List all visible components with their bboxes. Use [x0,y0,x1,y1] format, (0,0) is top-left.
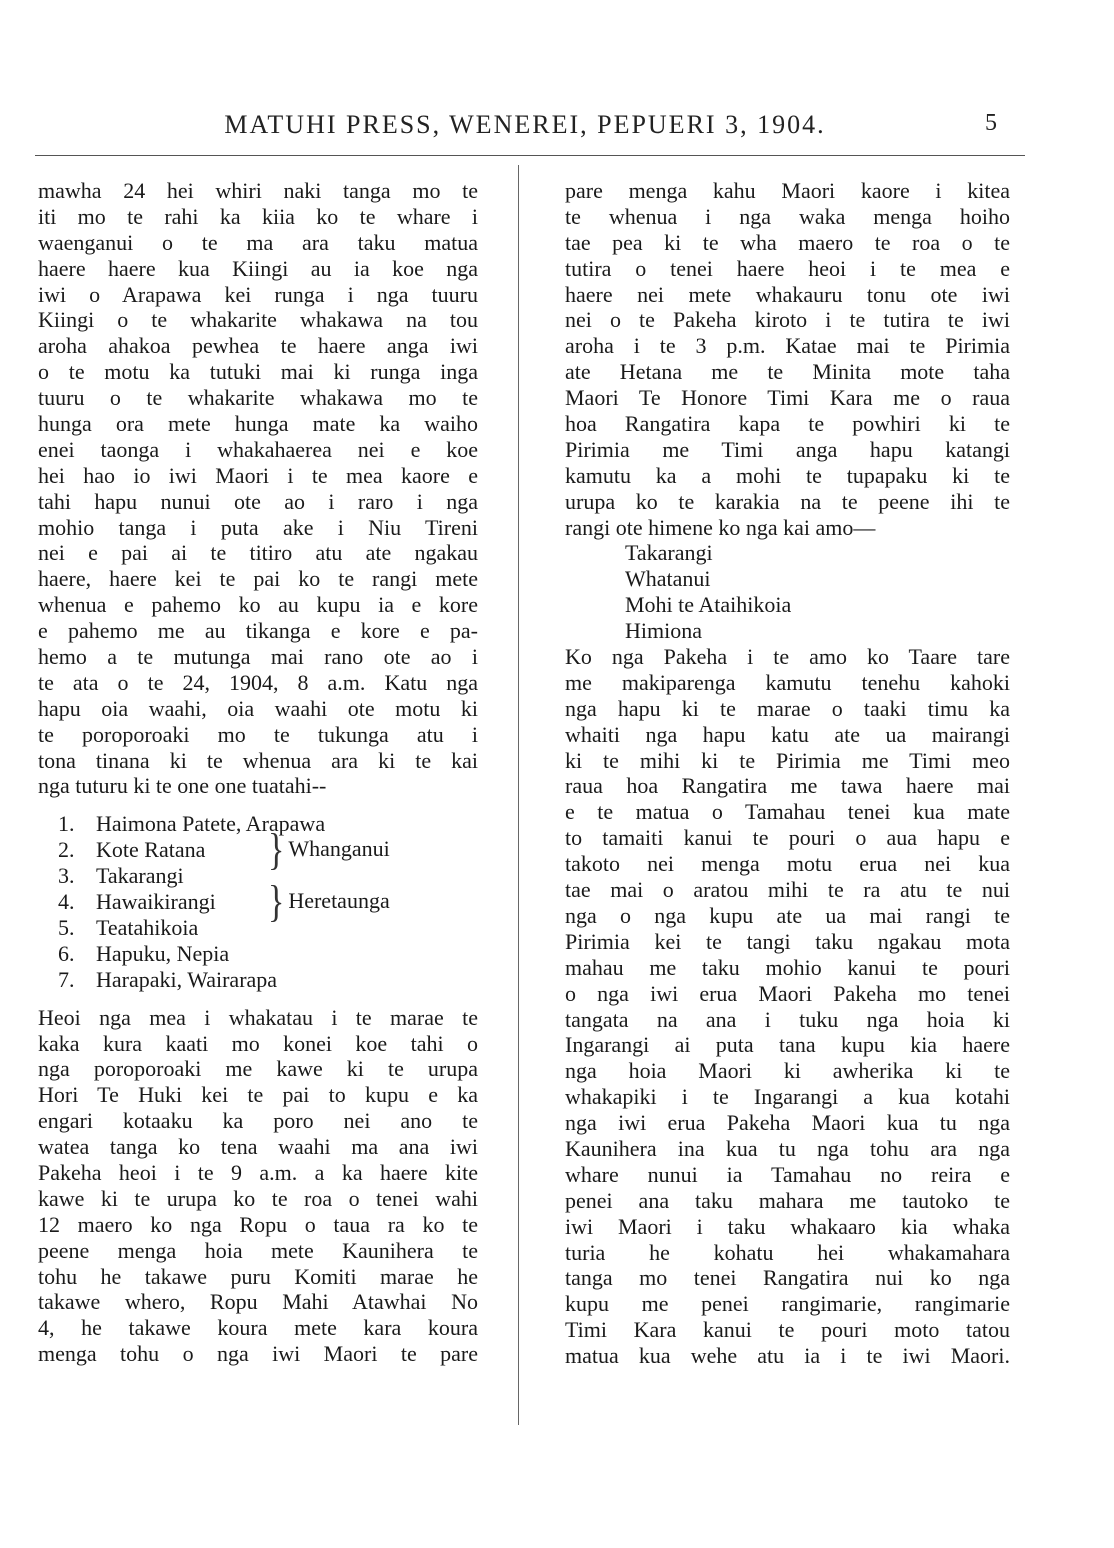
right-paragraph-1 [565,178,1010,540]
pallbearer-name: Mohi te Ataihikoia [625,592,792,618]
text-line: te whenua i nga waka menga hoiho [565,203,1010,229]
text-line: urupa ko te karakia na te peene ihi te [565,488,1010,514]
text-line: iti mo te rahi ka kiia ko te whare i [38,203,478,229]
list-number: 5. [58,914,75,940]
text-line: nga tuturu ki te one one tuatahi-- [38,773,327,799]
text-line: Kiingi o te whakarite whakawa na tou [38,307,478,333]
text-line: haere, haere kei te pai ko te rangi mete [38,566,478,592]
text-line: whaiti nga hapu katu ate ua mairangi [565,721,1010,747]
text-line: hapu oia waahi, oia waahi ote motu ki [38,695,478,721]
text-line: e pahemo me au tikanga e kore e pa- [38,618,478,644]
text-line: Ingarangi ai puta tana kupu kia haere [565,1032,1010,1058]
pallbearer-name: Himiona [625,618,702,644]
text-line: kaka kura kaati mo konei koe tahi o [38,1030,478,1056]
list-number: 3. [58,863,75,889]
list-number: 2. [58,837,75,863]
text-line: tangata na ana i tuku nga hoia ki [565,1006,1010,1032]
text-line: raua hoa Rangatira me tawa haere mai [565,773,1010,799]
text-line: Hori Te Huki kei te pai to kupu e ka [38,1082,478,1108]
text-line: nei e pai ai te titiro atu ate ngakau [38,540,478,566]
text-line: te poroporoaki mo te tukunga atu i [38,721,478,747]
page-number: 5 [985,110,997,136]
text-line: nei o te Pakeha kiroto i te tutira te iwi [565,307,1010,333]
brace-icon: } [268,826,285,875]
left-column [38,178,478,1367]
text-line: enei taonga i whakahaerea nei e koe [38,436,478,462]
text-line: kamutu ka a mohi te tupapaku ki te [565,462,1010,488]
right-paragraph-2 [565,644,1010,1369]
text-line: menga tohu o nga iwi Maori te pare [38,1341,478,1367]
text-line: tohu he takawe puru Komiti marae he [38,1263,478,1289]
header-rule [35,155,1025,156]
text-line: tahi hapu nunui ote ao i raro i nga [38,488,478,514]
text-line: Pirimia me Timi anga hapu katangi [565,436,1010,462]
list-name: Takarangi [96,863,184,889]
column-divider [518,165,519,1425]
text-line: Heoi nga mea i whakatau i te marae te [38,1004,478,1030]
delegates-list [58,811,478,992]
text-line: penei ana taku mahara me tautoko te [565,1187,1010,1213]
text-line: rangi ote himene ko nga kai amo— [565,514,876,540]
text-line: tona tinana ki te whenua ara ki te kai [38,747,478,773]
text-line: tanga mo tenei Rangatira nui ko nga [565,1265,1010,1291]
group-label-whanganui: Whanganui [288,836,390,862]
brace-icon: } [268,878,285,927]
text-line: mahau me taku mohio kanui te pouri [565,954,1010,980]
text-line: takawe whero, Ropu Mahi Atawhai No [38,1289,478,1315]
text-line: whakapiki i te Ingarangi a kua kotahi [565,1084,1010,1110]
left-paragraph-2 [38,1005,478,1367]
list-number: 4. [58,889,75,915]
list-item [58,941,478,967]
text-line: ki te mihi ki te Pirimia me Timi meo [565,747,1010,773]
text-line: Pirimia kei te tangi taku ngakau mota [565,928,1010,954]
text-line: iwi o Arapawa kei runga i nga tuuru [38,281,478,307]
list-number: 7. [58,966,75,992]
text-line: te ata o te 24, 1904, 8 a.m. Katu nga [38,669,478,695]
page-header-title: MATUHI PRESS, WENEREI, PEPUERI 3, 1904. [224,110,826,139]
pallbearers-list [565,540,1010,644]
list-number: 6. [58,940,75,966]
list-name: Hapuku, Nepia [96,940,230,966]
text-line: takoto nei menga motu erua nei kua [565,851,1010,877]
text-line: tae mai o aratou mihi te ra atu te nui [565,877,1010,903]
text-line: Ko nga Pakeha i te amo ko Taare tare [565,644,1010,670]
left-paragraph-1 [38,178,478,799]
text-line: hei hao io iwi Maori i te mea kaore e [38,462,478,488]
text-line: whenua e pahemo ko au kupu ia e kore [38,592,478,618]
text-line: aroha ahakoa pewhea te haere anga iwi [38,333,478,359]
text-line: hunga ora mete hunga mate ka waiho [38,411,478,437]
text-line: e te matua o Tamahau tenei kua mate [565,799,1010,825]
text-line: mawha 24 hei whiri naki tanga mo te [38,178,478,203]
text-line: kawe ki te urupa ko te roa o tenei wahi [38,1185,478,1211]
text-line: peene menga hoia mete Kaunihera te [38,1237,478,1263]
group-label-heretaunga: Heretaunga [288,888,390,914]
text-line: Kaunihera ina kua tu nga tohu ara nga [565,1135,1010,1161]
text-line: mohio tanga i puta ake i Niu Tireni [38,514,478,540]
text-line: nga o nga kupu ate ua mai rangi te [565,902,1010,928]
list-name: Hawaikirangi [96,889,216,915]
list-name: Teatahikoia [96,914,199,940]
text-line: turia he kohatu hei whakamahara [565,1239,1010,1265]
text-line: tuuru o te whakarite whakawa mo te [38,385,478,411]
text-line: hoa Rangatira kapa te powhiri ki te [565,411,1010,437]
pallbearer-name: Whatanui [625,566,711,592]
text-line: 4, he takawe koura mete kara koura [38,1315,478,1341]
list-name: Harapaki, Wairarapa [96,966,278,992]
text-line: Pakeha heoi i te 9 a.m. a ka haere kite [38,1159,478,1185]
pallbearer-name: Takarangi [625,540,713,566]
text-line: o te motu ka tutuki mai ki runga inga [38,359,478,385]
text-line: pare menga kahu Maori kaore i kitea [565,178,1010,203]
right-column [565,178,1010,1369]
text-line: tutira o tenei haere heoi i te mea e [565,255,1010,281]
list-item [58,967,478,993]
text-line: engari kotaaku ka poro nei ano te [38,1108,478,1134]
text-line: matua kua wehe atu ia i te iwi Maori. [565,1343,1010,1369]
text-line: 12 maero ko nga Ropu o taua ra ko te [38,1211,478,1237]
text-line: watea tanga ko tena waahi ma ana iwi [38,1134,478,1160]
text-line: nga iwi erua Pakeha Maori kua tu nga [565,1110,1010,1136]
text-line: ate Hetana me te Minita mote taha [565,359,1010,385]
text-line: nga hoia Maori ki awherika ki te [565,1058,1010,1084]
list-name: Kote Ratana [96,837,206,863]
text-line: iwi Maori i taku whakaaro kia whaka [565,1213,1010,1239]
text-line: haere haere kua Kiingi au ia koe nga [38,255,478,281]
text-line: nga poroporoaki me kawe ki te urupa [38,1056,478,1082]
brace-group-heretaunga [268,878,390,927]
text-line: hemo a te mutunga mai rano ote ao i [38,644,478,670]
text-line: haere nei mete whakauru tonu ote iwi [565,281,1010,307]
list-number: 1. [58,811,75,837]
text-line: kupu me penei rangimarie, rangimarie [565,1291,1010,1317]
text-line: me makiparenga kamutu tenehu kahoki [565,669,1010,695]
text-line: whare nunui ia Tamahau no reira e [565,1161,1010,1187]
brace-group-whanganui [268,826,390,875]
text-line: tae pea ki te wha maero te roa o te [565,229,1010,255]
text-line: aroha i te 3 p.m. Katae mai te Pirimia [565,333,1010,359]
text-line: Maori Te Honore Timi Kara me o raua [565,385,1010,411]
text-line: to tamaiti kanui te pouri o aua hapu e [565,825,1010,851]
text-line: waenganui o te ma ara taku matua [38,229,478,255]
text-line: nga hapu ki te marae o taaki timu ka [565,695,1010,721]
text-line: o nga iwi erua Maori Pakeha mo tenei [565,980,1010,1006]
list-name: Haimona Patete, Arapawa [96,811,326,837]
text-line: Timi Kara kanui te pouri moto tatou [565,1317,1010,1343]
